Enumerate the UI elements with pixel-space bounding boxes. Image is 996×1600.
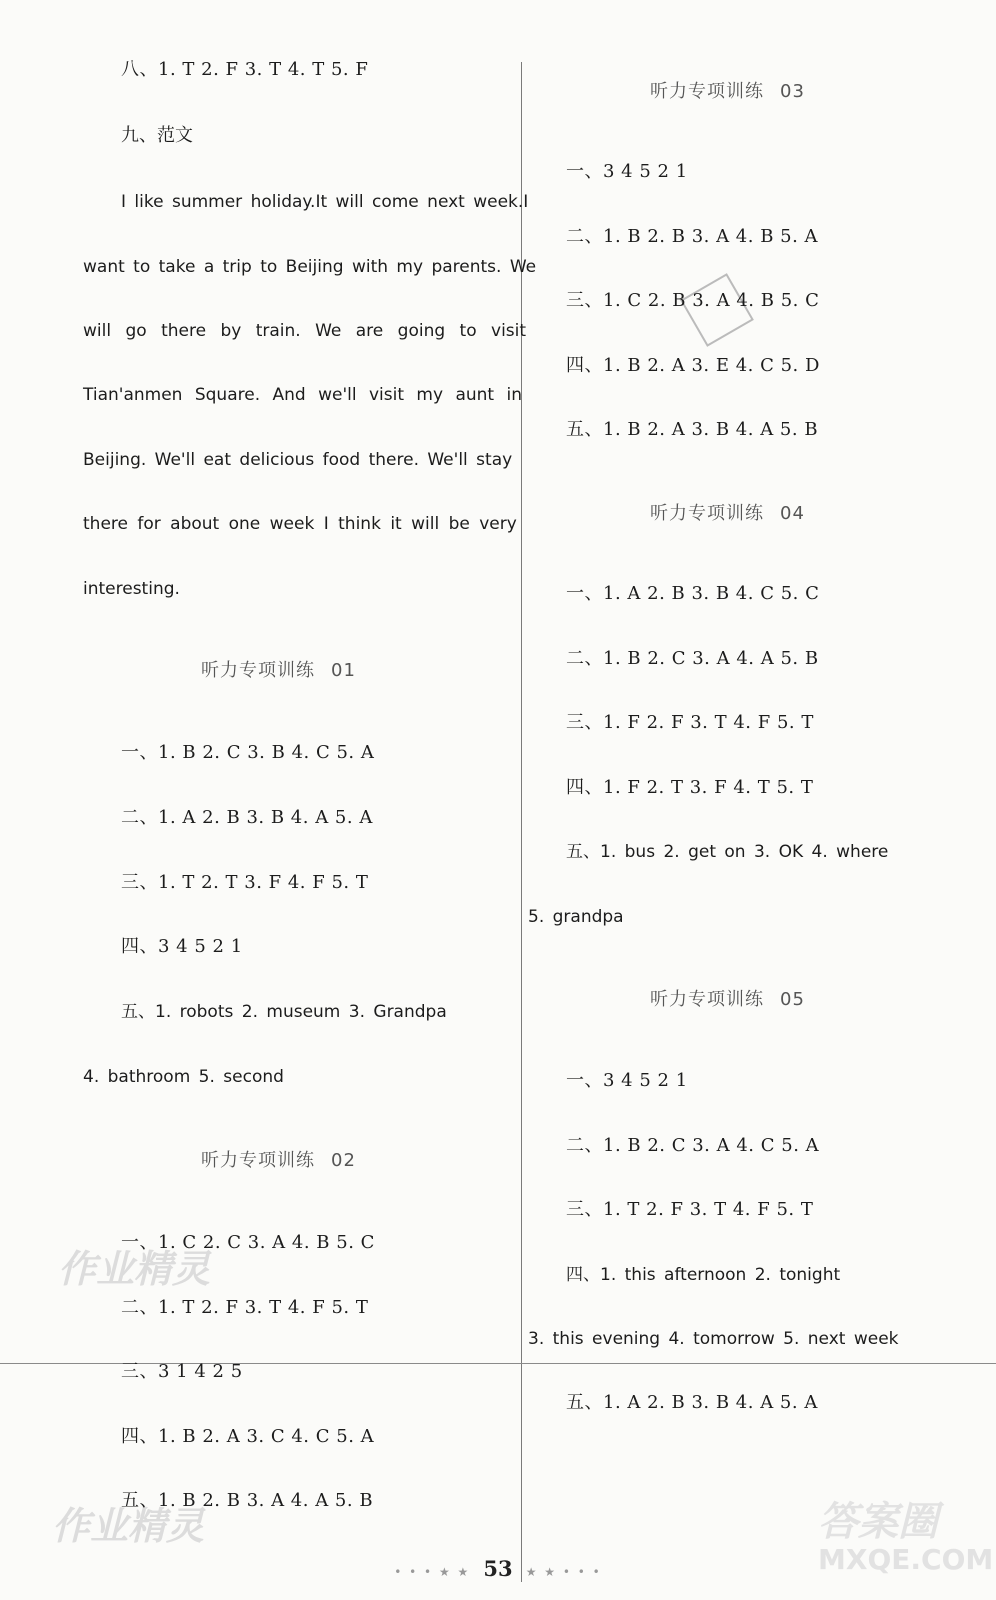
essay-line-2: want to take a trip to Beijing with my parents. We [83, 257, 537, 277]
s01-line-2: 二、1. A 2. B 3. B 4. A 5. A [121, 807, 373, 828]
s04-line-3: 三、1. F 2. F 3. T 4. F 5. T [566, 712, 814, 733]
s01-line-4: 四、3 4 5 2 1 [121, 936, 243, 957]
s01-line-6: 4. bathroom 5. second [83, 1067, 284, 1087]
s05-line-5: 3. this evening 4. tomorrow 5. next week [528, 1329, 899, 1349]
answer-line-eight: 八、1. T 2. F 3. T 4. T 5. F [121, 59, 369, 80]
page-number: 53 [483, 1556, 513, 1581]
essay-line-1: I like summer holiday.It will come next week.I [121, 192, 529, 212]
s02-line-4: 四、1. B 2. A 3. C 4. C 5. A [121, 1426, 375, 1447]
s02-line-5: 五、1. B 2. B 3. A 4. A 5. B [121, 1490, 374, 1511]
section-title: 听力专项训练 [201, 660, 315, 681]
page-footer [0, 1556, 996, 1581]
section-number: 02 [331, 1150, 356, 1171]
s03-line-3: 三、1. C 2. B 3. A 4. B 5. C [566, 290, 820, 311]
s05-line-2: 二、1. B 2. C 3. A 4. C 5. A [566, 1135, 820, 1156]
s05-line-4: 四、1. this afternoon 2. tonight [566, 1265, 841, 1285]
essay-line-6: there for about one week I think it will be very [83, 514, 517, 534]
s05-line-1: 一、3 4 5 2 1 [566, 1070, 688, 1091]
essay-line-4: Tian'anmen Square. And we'll visit my aunt in [83, 385, 522, 405]
watermark-left-mid: 作业精灵 [58, 1247, 211, 1291]
section-title: 听力专项训练 [650, 989, 764, 1010]
s01-line-1: 一、1. B 2. C 3. B 4. C 5. A [121, 742, 375, 763]
section-heading-04 [650, 499, 805, 525]
s03-line-5: 五、1. B 2. A 3. B 4. A 5. B [566, 419, 819, 440]
section-title: 听力专项训练 [201, 1150, 315, 1171]
section-number: 05 [780, 989, 805, 1010]
watermark-left-bottom: 作业精灵 [52, 1504, 205, 1548]
section-heading-02 [201, 1146, 356, 1172]
s01-line-3: 三、1. T 2. T 3. F 4. F 5. T [121, 872, 369, 893]
section-number: 01 [331, 660, 356, 681]
watermark-logo-url: MXQE.COM [818, 1543, 994, 1576]
footer-stars-right: ★ ★ • • • [525, 1565, 602, 1579]
section-title: 听力专项训练 [650, 81, 764, 102]
s03-line-4: 四、1. B 2. A 3. E 4. C 5. D [566, 355, 820, 376]
s01-line-5: 五、1. robots 2. museum 3. Grandpa [121, 1002, 447, 1022]
s04-line-6: 5. grandpa [528, 907, 624, 927]
section-title: 听力专项训练 [650, 503, 764, 524]
section-heading-01 [201, 656, 356, 682]
section-heading-03 [650, 77, 805, 103]
s02-line-1: 一、1. C 2. C 3. A 4. B 5. C [121, 1232, 375, 1253]
s04-line-2: 二、1. B 2. C 3. A 4. A 5. B [566, 648, 819, 669]
column-divider [521, 62, 522, 1582]
s05-line-3: 三、1. T 2. F 3. T 4. F 5. T [566, 1199, 814, 1220]
watermark-logo-main: 答案圈 [818, 1499, 938, 1545]
answer-line-nine: 九、范文 [121, 125, 193, 146]
s04-line-5: 五、1. bus 2. get on 3. OK 4. where [566, 842, 889, 862]
essay-line-7: interesting. [83, 579, 180, 599]
section-number: 04 [780, 503, 805, 524]
s03-line-2: 二、1. B 2. B 3. A 4. B 5. A [566, 226, 819, 247]
section-heading-05 [650, 985, 805, 1011]
s04-line-4: 四、1. F 2. T 3. F 4. T 5. T [566, 777, 814, 798]
essay-line-5: Beijing. We'll eat delicious food there. We'll stay [83, 450, 513, 470]
essay-line-3: will go there by train. We are going to visit [83, 321, 527, 341]
section-number: 03 [780, 81, 805, 102]
footer-stars-left: • • • ★ ★ [394, 1565, 471, 1579]
s05-line-6: 五、1. A 2. B 3. B 4. A 5. A [566, 1392, 818, 1413]
s04-line-1: 一、1. A 2. B 3. B 4. C 5. C [566, 583, 820, 604]
s02-line-3: 三、3 1 4 2 5 [121, 1361, 243, 1382]
s02-line-2: 二、1. T 2. F 3. T 4. F 5. T [121, 1297, 369, 1318]
s03-line-1: 一、3 4 5 2 1 [566, 161, 688, 182]
